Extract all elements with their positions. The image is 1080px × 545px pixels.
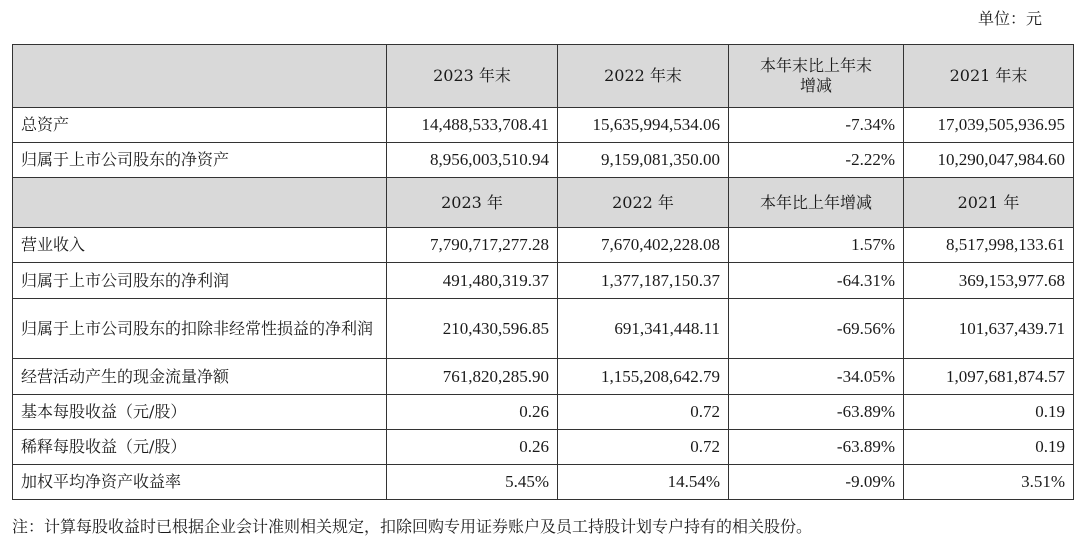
- header-2022-end: 2022 年末: [558, 45, 729, 108]
- cell-2022: 691,341,448.11: [558, 299, 729, 359]
- cell-2022: 14.54%: [558, 465, 729, 500]
- row-label: 经营活动产生的现金流量净额: [13, 359, 387, 395]
- table-row: [13, 395, 1074, 430]
- row-label: 归属于上市公司股东的扣除非经常性损益的净利润: [13, 299, 387, 359]
- header-2022: 2022 年: [558, 178, 729, 228]
- cell-2021: 1,097,681,874.57: [904, 359, 1074, 395]
- row-label: 归属于上市公司股东的净资产: [13, 143, 387, 178]
- header-2023: 2023 年: [387, 178, 558, 228]
- cell-change: -63.89%: [729, 430, 904, 465]
- unit-label: 单位：元: [977, 9, 1042, 28]
- cell-2023: 14,488,533,708.41: [387, 108, 558, 143]
- footnote: 注：计算每股收益时已根据企业会计准则相关规定，扣除回购专用证券账户及员工持股计划专户持有的相关股份。: [12, 517, 813, 536]
- table-row: [13, 263, 1074, 299]
- row-label: 加权平均净资产收益率: [13, 465, 387, 500]
- cell-2023: 491,480,319.37: [387, 263, 558, 299]
- cell-2021: 369,153,977.68: [904, 263, 1074, 299]
- header-change-yoy: 本年比上年增减: [729, 178, 904, 228]
- cell-2022: 15,635,994,534.06: [558, 108, 729, 143]
- cell-change: -34.05%: [729, 359, 904, 395]
- cell-2021: 17,039,505,936.95: [904, 108, 1074, 143]
- cell-2021: 0.19: [904, 430, 1074, 465]
- row-label: 归属于上市公司股东的净利润: [13, 263, 387, 299]
- cell-change: -2.22%: [729, 143, 904, 178]
- cell-2021: 0.19: [904, 395, 1074, 430]
- table-row: [13, 228, 1074, 263]
- row-label: 稀释每股收益（元/股）: [13, 430, 387, 465]
- table-header-row-balance: [13, 45, 1074, 108]
- cell-change: 1.57%: [729, 228, 904, 263]
- cell-2023: 5.45%: [387, 465, 558, 500]
- row-label: 总资产: [13, 108, 387, 143]
- cell-2022: 1,155,208,642.79: [558, 359, 729, 395]
- row-label: 基本每股收益（元/股）: [13, 395, 387, 430]
- cell-2021: 8,517,998,133.61: [904, 228, 1074, 263]
- header-change-yoy-end: 本年末比上年末增减: [729, 45, 904, 108]
- cell-2021: 3.51%: [904, 465, 1074, 500]
- cell-2022: 0.72: [558, 430, 729, 465]
- cell-2023: 0.26: [387, 430, 558, 465]
- cell-change: -69.56%: [729, 299, 904, 359]
- cell-2023: 7,790,717,277.28: [387, 228, 558, 263]
- header-2023-end: 2023 年末: [387, 45, 558, 108]
- cell-change: -7.34%: [729, 108, 904, 143]
- table-row: [13, 465, 1074, 500]
- table-header-row-income: [13, 178, 1074, 228]
- header-2021-end: 2021 年末: [904, 45, 1074, 108]
- table-row: [13, 299, 1074, 359]
- cell-2023: 0.26: [387, 395, 558, 430]
- table-row: [13, 143, 1074, 178]
- cell-2022: 1,377,187,150.37: [558, 263, 729, 299]
- table-row: [13, 108, 1074, 143]
- cell-2023: 8,956,003,510.94: [387, 143, 558, 178]
- cell-2023: 210,430,596.85: [387, 299, 558, 359]
- cell-2022: 0.72: [558, 395, 729, 430]
- row-label: 营业收入: [13, 228, 387, 263]
- cell-2022: 9,159,081,350.00: [558, 143, 729, 178]
- cell-change: -9.09%: [729, 465, 904, 500]
- cell-2021: 10,290,047,984.60: [904, 143, 1074, 178]
- cell-change: -64.31%: [729, 263, 904, 299]
- header-empty-cell: [13, 178, 387, 228]
- financial-data-table: [12, 44, 1074, 500]
- cell-change: -63.89%: [729, 395, 904, 430]
- cell-2021: 101,637,439.71: [904, 299, 1074, 359]
- header-2021: 2021 年: [904, 178, 1074, 228]
- table-row: [13, 430, 1074, 465]
- cell-2022: 7,670,402,228.08: [558, 228, 729, 263]
- table-row: [13, 359, 1074, 395]
- cell-2023: 761,820,285.90: [387, 359, 558, 395]
- header-empty-cell: [13, 45, 387, 108]
